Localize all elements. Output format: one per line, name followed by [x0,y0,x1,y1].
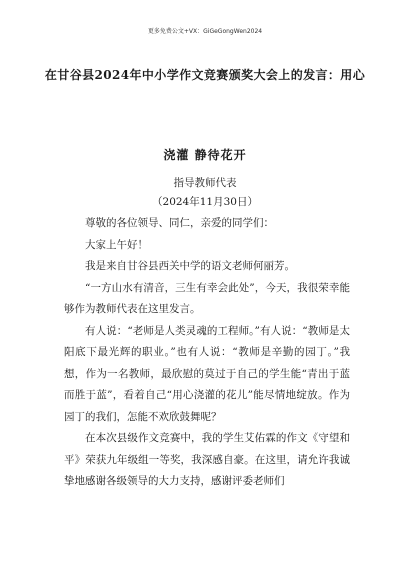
paragraph-award: 在本次县级作文竞赛中，我的学生艾佑霖的作文《守望和平》荣获九年级组一等奖，我深感自豪。在这里，请允许我诚挚地感谢各级领导的大力支持，感谢评委老师们 [64,432,350,487]
paragraph-intro: 我是来自甘谷县西关中学的语文老师何丽芳。 [85,260,295,272]
document-body [64,213,350,493]
document-title-line1: 在甘谷县2024年中小学作文竞赛颁奖大会上的发言：用心 [44,68,366,82]
author-line: 指导教师代表 [173,177,237,189]
document-title-line2: 浇灌 静待花开 [163,148,247,162]
paragraph-greeting: 大家上午好！ [85,238,148,251]
date-line: （2024年11月30日） [152,196,258,208]
paragraph-salutation: 尊敬的各位领导、同仁，亲爱的同学们： [85,217,274,229]
page-header-watermark: 更多免费公文+VX：GiGeGongWen2024 [147,28,263,35]
paragraph-teacher-quotes: 有人说：“老师是人类灵魂的工程师。”有人说：“教师是太阳底下最光辉的职业。”也有人说：“教师是辛勤的园丁。”我想，作为一名教师，最欣慰的莫过于自己的学生能“青出于蓝而胜于蓝”，看着自己“用心浇灌的花儿”能尽情地绽放。作为园丁的我们，怎能不欢欣鼓舞呢？ [64,324,350,423]
paragraph-honor: “一方山水有清音，三生有幸会此处”，今天，我很荣幸能够作为教师代表在这里发言。 [64,281,350,315]
